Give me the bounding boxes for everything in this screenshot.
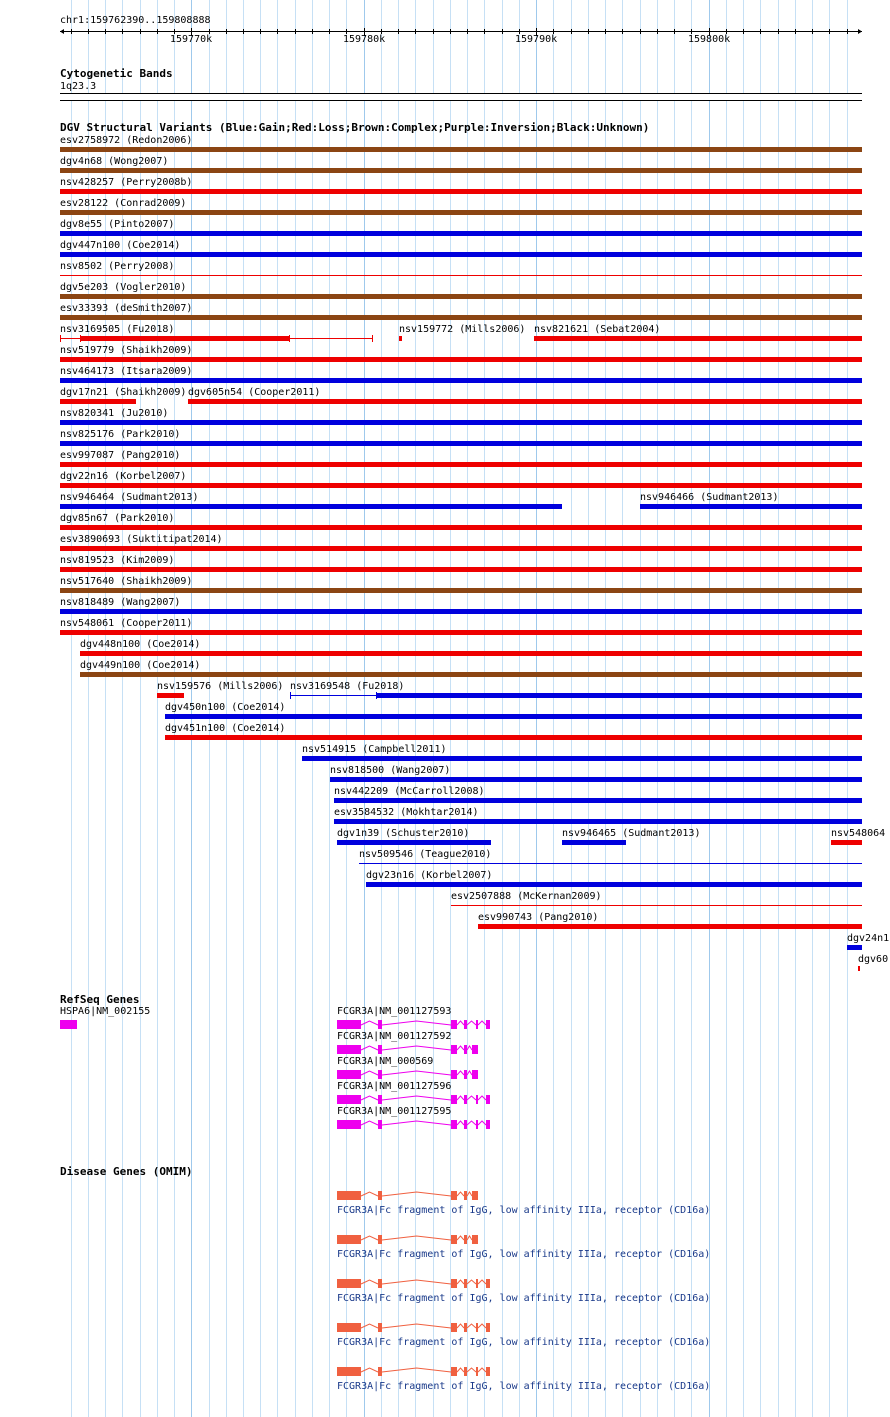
location-label: chr1:159762390..159808888 — [60, 15, 211, 26]
sv-bar[interactable] — [60, 231, 862, 236]
sv-label[interactable]: nsv442209 (McCarroll2008) — [334, 786, 485, 797]
intron — [478, 1096, 486, 1100]
intron — [457, 1071, 464, 1075]
ruler-tick-label: 159790k — [515, 34, 558, 45]
sv-label[interactable]: esv3890693 (Suktitipat2014) — [60, 534, 223, 545]
exon — [486, 1120, 490, 1129]
exon — [451, 1323, 457, 1332]
sv-label[interactable]: nsv548064 — [831, 828, 886, 839]
exon — [476, 1323, 478, 1332]
sv-label[interactable]: nsv517640 (Shaikh2009) — [60, 576, 193, 587]
intron — [457, 1021, 464, 1025]
gene-label[interactable]: FCGR3A|Fc fragment of IgG, low affinity IIIa, receptor (CD16a) — [337, 1337, 711, 1348]
sv-bar[interactable] — [334, 798, 862, 803]
sv-bar[interactable] — [60, 210, 862, 215]
sv-bar[interactable] — [60, 504, 562, 509]
sv-bar[interactable] — [80, 651, 862, 656]
sv-bar[interactable] — [330, 777, 862, 782]
gene-model[interactable] — [0, 1278, 890, 1290]
sv-label[interactable]: dgv4n68 (Wong2007) — [60, 156, 169, 167]
gene-model[interactable] — [0, 1019, 890, 1031]
sv-bar[interactable] — [80, 672, 862, 677]
sv-label[interactable]: dgv22n16 (Korbel2007) — [60, 471, 187, 482]
intron — [382, 1121, 451, 1125]
sv-bar[interactable] — [60, 420, 862, 425]
intron — [478, 1021, 486, 1025]
gene-model[interactable] — [0, 1234, 890, 1246]
gene-label[interactable]: FCGR3A|Fc fragment of IgG, low affinity IIIa, receptor (CD16a) — [337, 1381, 711, 1392]
intron — [361, 1192, 378, 1196]
exon — [378, 1367, 382, 1376]
cytoband-track-title: Cytogenetic Bands — [60, 67, 173, 80]
sv-label[interactable]: esv990743 (Pang2010) — [478, 912, 599, 923]
cytoband-band[interactable] — [60, 93, 862, 101]
intron — [457, 1096, 464, 1100]
cytoband-label[interactable]: 1q23.3 — [60, 81, 97, 92]
sv-label[interactable]: dgv448n100 (Coe2014) — [80, 639, 201, 650]
sv-bar[interactable] — [562, 840, 626, 845]
sv-label[interactable]: nsv159772 (Mills2006) — [399, 324, 526, 335]
exon — [464, 1235, 467, 1244]
intron — [382, 1096, 451, 1100]
sv-bar[interactable] — [60, 357, 862, 362]
intron — [478, 1280, 486, 1284]
exon — [486, 1020, 490, 1029]
intron — [382, 1368, 451, 1372]
exon — [476, 1020, 478, 1029]
gene-label[interactable]: FCGR3A|Fc fragment of IgG, low affinity IIIa, receptor (CD16a) — [337, 1205, 711, 1216]
intron — [478, 1324, 486, 1328]
intron — [361, 1324, 378, 1328]
gene-model[interactable] — [0, 1190, 890, 1202]
sv-label[interactable]: nsv820341 (Ju2010) — [60, 408, 169, 419]
exon — [486, 1323, 490, 1332]
sv-bar[interactable] — [60, 315, 862, 320]
intron — [361, 1121, 378, 1125]
sv-bar[interactable] — [60, 294, 862, 299]
intron — [361, 1280, 378, 1284]
exon — [451, 1020, 457, 1029]
exon — [486, 1367, 490, 1376]
exon — [464, 1120, 467, 1129]
exon — [337, 1045, 361, 1054]
intron — [382, 1046, 451, 1050]
gene-model[interactable] — [0, 1044, 890, 1056]
sv-label[interactable]: nsv8502 (Perry2008) — [60, 261, 175, 272]
sv-bar[interactable] — [60, 189, 862, 194]
exon — [464, 1045, 467, 1054]
sv-label[interactable]: nsv519779 (Shaikh2009) — [60, 345, 193, 356]
exon — [378, 1191, 382, 1200]
intron — [467, 1096, 476, 1100]
intron — [361, 1096, 378, 1100]
sv-bar[interactable] — [399, 336, 402, 341]
gene-label[interactable]: FCGR3A|NM_001127596 — [337, 1081, 452, 1092]
intron — [382, 1280, 451, 1284]
exon — [464, 1323, 467, 1332]
intron — [382, 1236, 451, 1240]
sv-bar[interactable] — [60, 399, 136, 404]
omim-track-title: Disease Genes (OMIM) — [60, 1165, 193, 1178]
sv-label[interactable]: esv3584532 (Mokhtar2014) — [334, 807, 479, 818]
sv-bar[interactable] — [81, 336, 289, 341]
sv-label[interactable]: nsv946465 (Sudmant2013) — [562, 828, 701, 839]
sv-bar[interactable] — [60, 609, 862, 614]
sv-label[interactable]: nsv428257 (Perry2008b) — [60, 177, 193, 188]
sv-bar[interactable] — [60, 462, 862, 467]
exon — [486, 1279, 490, 1288]
intron — [467, 1021, 476, 1025]
intron — [457, 1121, 464, 1125]
sv-bar-endcap — [60, 335, 61, 342]
sv-label[interactable]: dgv5e203 (Vogler2010) — [60, 282, 187, 293]
sv-label[interactable]: dgv24n1 — [847, 933, 890, 944]
gene-label[interactable]: FCGR3A|NM_001127593 — [337, 1006, 452, 1017]
exon — [472, 1235, 478, 1244]
exon — [451, 1279, 457, 1288]
sv-label[interactable]: nsv514915 (Campbell2011) — [302, 744, 447, 755]
sv-bar[interactable] — [847, 945, 862, 950]
sv-label[interactable]: dgv1n39 (Schuster2010) — [337, 828, 470, 839]
sv-bar[interactable] — [188, 399, 862, 404]
sv-label[interactable]: nsv819523 (Kim2009) — [60, 555, 175, 566]
gene-label[interactable]: HSPA6|NM_002155 — [60, 1006, 151, 1017]
exon — [337, 1095, 361, 1104]
sv-label[interactable]: esv2758972 (Redon2006) — [60, 135, 193, 146]
sv-bar[interactable] — [60, 546, 862, 551]
sv-bar[interactable] — [60, 168, 862, 173]
sv-bar[interactable] — [640, 504, 862, 509]
exon — [472, 1045, 478, 1054]
sv-label[interactable]: dgv8e55 (Pinto2007) — [60, 219, 175, 230]
intron — [467, 1280, 476, 1284]
exon — [464, 1279, 467, 1288]
sv-label[interactable]: dgv605n54 (Cooper2011) — [188, 387, 321, 398]
exon — [337, 1279, 361, 1288]
exon — [451, 1095, 457, 1104]
sv-bar[interactable] — [337, 840, 491, 845]
sv-label[interactable]: nsv464173 (Itsara2009) — [60, 366, 193, 377]
sv-bar[interactable] — [165, 735, 862, 740]
exon — [378, 1120, 382, 1129]
ruler-left-arrow-icon — [60, 29, 64, 34]
sv-label[interactable]: nsv821621 (Sebat2004) — [534, 324, 661, 335]
exon — [378, 1095, 382, 1104]
sv-label[interactable]: dgv85n67 (Park2010) — [60, 513, 175, 524]
sv-bar[interactable] — [60, 147, 862, 152]
intron — [467, 1046, 472, 1050]
gene-label[interactable]: FCGR3A|Fc fragment of IgG, low affinity IIIa, receptor (CD16a) — [337, 1249, 711, 1260]
exon — [378, 1045, 382, 1054]
sv-label[interactable]: esv28122 (Conrad2009) — [60, 198, 187, 209]
sv-bar-thin[interactable] — [451, 905, 862, 906]
exon — [378, 1020, 382, 1029]
sv-label[interactable]: nsv509546 (Teague2010) — [359, 849, 492, 860]
exon — [337, 1323, 361, 1332]
sv-label[interactable]: dgv450n100 (Coe2014) — [165, 702, 286, 713]
exon — [451, 1070, 457, 1079]
dgv-track-title: DGV Structural Variants (Blue:Gain;Red:Loss;Brown:Complex;Purple:Inversion;Black:Unknown) — [60, 121, 650, 134]
intron — [467, 1121, 476, 1125]
gene-model[interactable] — [0, 1322, 890, 1334]
exon — [476, 1279, 478, 1288]
intron — [382, 1324, 451, 1328]
gene-label[interactable]: FCGR3A|NM_001127592 — [337, 1031, 452, 1042]
sv-bar-endcap — [290, 692, 291, 699]
intron — [361, 1021, 378, 1025]
exon — [464, 1020, 467, 1029]
exon — [337, 1020, 361, 1029]
sv-label[interactable]: nsv946464 (Sudmant2013) — [60, 492, 199, 503]
gene-label[interactable]: FCGR3A|Fc fragment of IgG, low affinity IIIa, receptor (CD16a) — [337, 1293, 711, 1304]
intron — [361, 1046, 378, 1050]
sv-bar-endcap — [289, 335, 290, 342]
sv-bar[interactable] — [60, 441, 862, 446]
sv-bar-thin[interactable] — [60, 338, 81, 339]
sv-label[interactable]: esv33393 (deSmith2007) — [60, 303, 193, 314]
sv-bar[interactable] — [60, 630, 862, 635]
exon — [476, 1367, 478, 1376]
intron — [382, 1071, 451, 1075]
exon — [472, 1070, 478, 1079]
sv-label[interactable]: nsv946466 (Sudmant2013) — [640, 492, 779, 503]
sv-bar-thin[interactable] — [60, 275, 862, 276]
sv-label[interactable]: nsv818489 (Wang2007) — [60, 597, 181, 608]
exon — [337, 1120, 361, 1129]
exon — [464, 1095, 467, 1104]
sv-label[interactable]: nsv548061 (Cooper2011) — [60, 618, 193, 629]
exon — [476, 1120, 478, 1129]
refseq-track-title: RefSeq Genes — [60, 993, 140, 1006]
sv-bar[interactable] — [165, 714, 862, 719]
intron — [457, 1324, 464, 1328]
sv-label[interactable]: dgv449n100 (Coe2014) — [80, 660, 201, 671]
sv-label[interactable]: dgv447n100 (Coe2014) — [60, 240, 181, 251]
intron — [457, 1046, 464, 1050]
sv-label[interactable]: nsv159576 (Mills2006) — [157, 681, 284, 692]
ruler-tick-label: 159780k — [343, 34, 386, 45]
exon — [337, 1070, 361, 1079]
ruler-axis[interactable] — [0, 24, 890, 48]
ruler-right-arrow-icon — [858, 29, 862, 34]
intron — [361, 1368, 378, 1372]
exon — [378, 1070, 382, 1079]
exon — [486, 1095, 490, 1104]
exon — [337, 1367, 361, 1376]
sv-bar[interactable] — [478, 924, 862, 929]
intron — [478, 1121, 486, 1125]
exon — [451, 1367, 457, 1376]
intron — [467, 1071, 472, 1075]
intron — [361, 1236, 378, 1240]
sv-bar-thin[interactable] — [290, 695, 377, 696]
sv-bar[interactable] — [377, 693, 862, 698]
sv-bar-endcap — [372, 335, 373, 342]
intron — [382, 1021, 451, 1025]
sv-bar[interactable] — [334, 819, 862, 824]
gene-model[interactable] — [0, 1069, 890, 1081]
intron — [457, 1280, 464, 1284]
sv-bar[interactable] — [302, 756, 862, 761]
intron — [361, 1071, 378, 1075]
exon — [464, 1070, 467, 1079]
sv-label[interactable]: dgv60 — [858, 954, 889, 965]
exon — [337, 1191, 361, 1200]
sv-bar[interactable] — [60, 483, 862, 488]
exon — [451, 1235, 457, 1244]
sv-bar[interactable] — [534, 336, 862, 341]
gene-label[interactable]: FCGR3A|NM_001127595 — [337, 1106, 452, 1117]
sv-label[interactable]: esv997087 (Pang2010) — [60, 450, 181, 461]
intron — [478, 1368, 486, 1372]
intron — [457, 1368, 464, 1372]
ruler-tick-label: 159770k — [170, 34, 213, 45]
sv-label[interactable]: dgv451n100 (Coe2014) — [165, 723, 286, 734]
intron — [382, 1192, 451, 1196]
exon — [378, 1235, 382, 1244]
gene-model[interactable] — [0, 1366, 890, 1378]
sv-label[interactable]: nsv825176 (Park2010) — [60, 429, 181, 440]
sv-label[interactable]: dgv17n21 (Shaikh2009) — [60, 387, 187, 398]
sv-label[interactable]: dgv23n16 (Korbel2007) — [366, 870, 493, 881]
sv-label[interactable]: nsv3169505 (Fu2018) — [60, 324, 175, 335]
exon — [378, 1279, 382, 1288]
sv-bar[interactable] — [60, 567, 862, 572]
gene-model[interactable] — [0, 1094, 890, 1106]
sv-bar[interactable] — [60, 525, 862, 530]
intron — [467, 1368, 476, 1372]
sv-bar[interactable] — [60, 588, 862, 593]
exon — [464, 1191, 467, 1200]
exon — [337, 1235, 361, 1244]
exon — [451, 1120, 457, 1129]
gene-label[interactable]: FCGR3A|NM_000569 — [337, 1056, 434, 1067]
sv-label[interactable]: nsv818500 (Wang2007) — [330, 765, 451, 776]
sv-bar[interactable] — [366, 882, 862, 887]
ruler-tick-label: 159800k — [688, 34, 731, 45]
sv-bar[interactable] — [60, 252, 862, 257]
sv-label[interactable]: esv2507888 (McKernan2009) — [451, 891, 602, 902]
intron — [457, 1236, 464, 1240]
intron — [457, 1192, 464, 1196]
exon — [472, 1191, 478, 1200]
exon — [378, 1323, 382, 1332]
exon — [476, 1095, 478, 1104]
sv-bar[interactable] — [60, 378, 862, 383]
exon — [451, 1191, 457, 1200]
sv-bar[interactable] — [831, 840, 862, 845]
exon — [451, 1045, 457, 1054]
sv-bar[interactable] — [157, 693, 184, 698]
sv-bar[interactable] — [858, 966, 860, 971]
sv-bar-thin[interactable] — [289, 338, 373, 339]
sv-bar-thin[interactable] — [359, 863, 862, 864]
sv-label[interactable]: nsv3169548 (Fu2018) — [290, 681, 405, 692]
intron — [467, 1324, 476, 1328]
intron — [467, 1192, 472, 1196]
exon — [464, 1367, 467, 1376]
gene-model[interactable] — [0, 1119, 890, 1131]
intron — [467, 1236, 472, 1240]
